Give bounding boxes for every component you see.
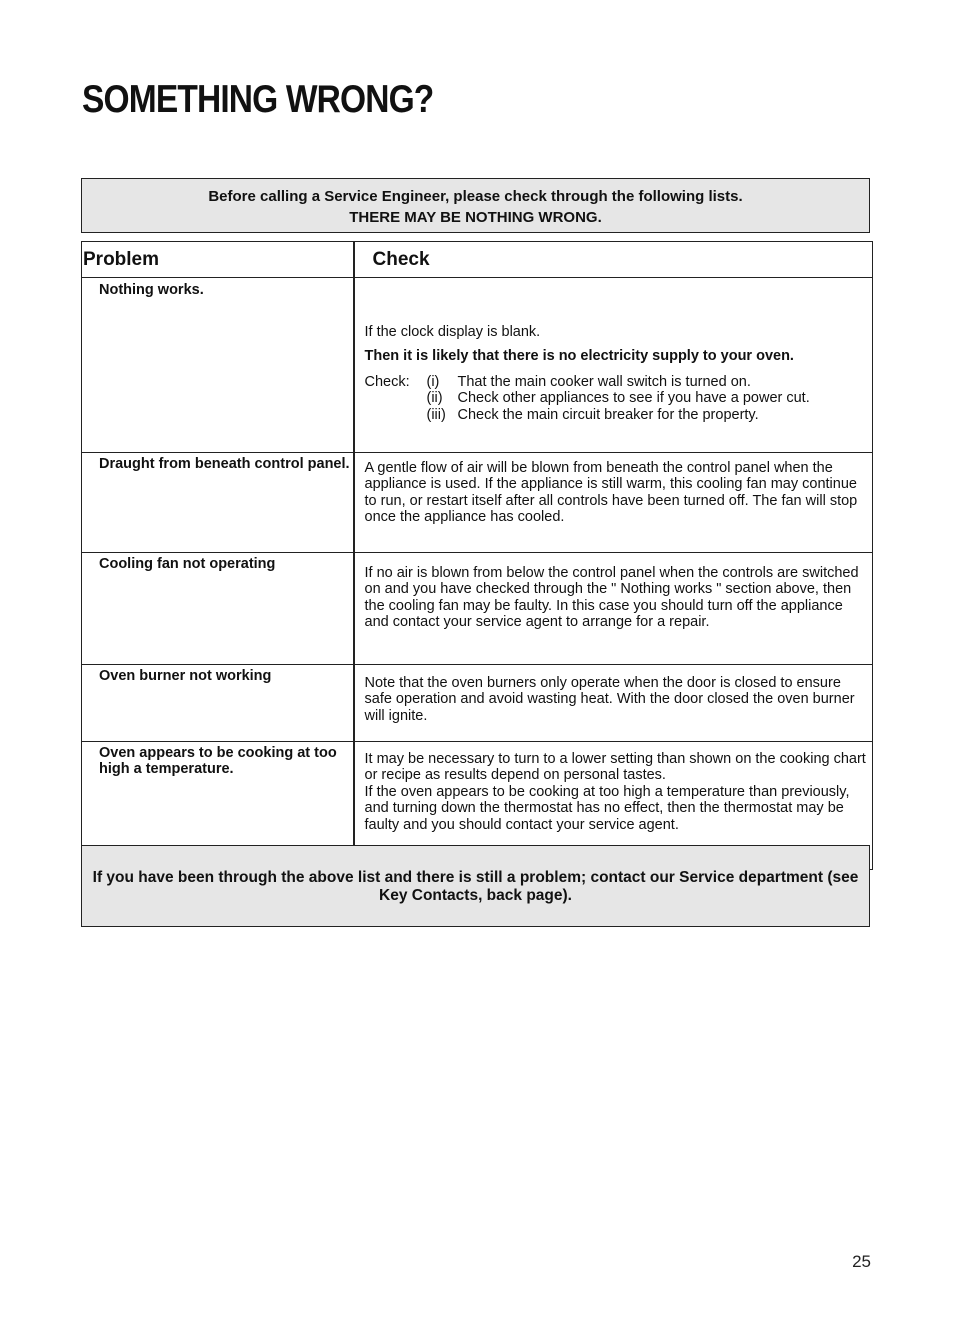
check-conclusion: Then it is likely that there is no electricity supply to your oven. [364,348,794,365]
table-row [82,553,873,665]
problem-cell: Oven appears to be cooking at too high a temperature. [82,742,354,870]
list-item-text: That the main cooker wall switch is turned on. [457,373,751,390]
problem-cell: Oven burner not working [82,665,354,742]
list-item-text: Check other appliances to see if you have a power cut. [457,390,810,407]
table-row [82,453,873,553]
list-item-number: (ii) [426,390,443,407]
page-number: 25 [852,1252,871,1271]
notice-line-2: THERE MAY BE NOTHING WRONG. [349,209,602,226]
problem-cell: Draught from beneath control panel. [82,453,354,553]
check-list [365,374,867,423]
check-paragraph: It may be necessary to turn to a lower setting than shown on the cooking chart or recipe as results depend on personal tastes. [364,751,866,784]
table-row [82,278,873,453]
check-intro: If the clock display is blank. [364,324,541,340]
check-cell: A gentle flow of air will be blown from beneath the control panel when the appliance is used. If the appliance is still warm, this cooling fan may continue to run, or restart itself after all controls have been turned off. The fan will stop once the appliance has cooled. [354,453,873,553]
problem-cell: Nothing works. [82,278,354,453]
check-cell: Note that the oven burners only operate when the door is closed to ensure safe operation and avoid wasting heat. With the door closed the oven burner will ignite. [354,665,873,742]
check-cell: If no air is blown from below the control panel when the controls are switched on and you have checked through the " Nothing works " section above, then the cooling fan may be faulty. In this case you should turn off the appliance and contact your service agent to arrange for a repair. [354,553,873,665]
list-item [427,407,867,423]
page-title: SOMETHING WRONG? [82,78,434,121]
list-item-number: (iii) [426,406,446,423]
check-cell [354,278,873,453]
list-item-number: (i) [426,373,440,390]
list-item [427,374,867,390]
table-header-row [82,242,873,278]
problem-column-header: Problem [82,242,354,278]
contact-service-notice: If you have been through the above list and there is still a problem; contact our Service department (see Key Contacts, back page). [81,845,870,927]
troubleshooting-table [81,241,873,870]
notice-line-1: Before calling a Service Engineer, please check through the following lists. [208,188,743,205]
table-row [82,665,873,742]
list-item-text: Check the main circuit breaker for the property. [457,406,759,423]
service-engineer-notice [81,178,870,233]
check-paragraph: If the oven appears to be cooking at too high a temperature than previously, and turning down the thermostat has no effect, then the thermostat may be faulty and you should contact your service agent. [364,783,850,833]
list-item [427,390,867,406]
problem-cell: Cooling fan not operating [82,553,354,665]
check-column-header: Check [354,242,873,278]
check-label: Check: [364,373,410,390]
